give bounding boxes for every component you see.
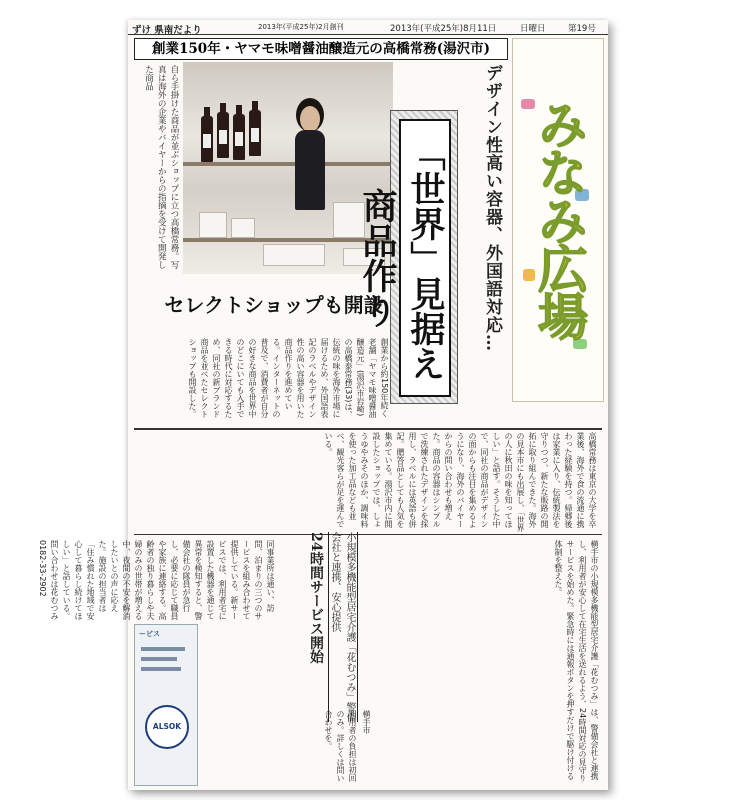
article-body-2: 高橋常務は東京の大学を卒業後、海外で食の流通に携わった経験を持つ。帰郷後は家業に入り、伝統製法を守りつつ、新たな販路の開拓に取り組んできた。海外の見本市にも出展し、「世界の人に秋田の味を知ってほしい」と話す。そうした中で、同社の商品がデザインの面からも注目を集めるようになり、海外のバイヤーからの問い合わせも増えた。商品の容器はシンプルで洗練されたデザインを採用し、ラベルには英語も併記。贈答品としても人気を集めている。湯沢市内に開設したショップでは、しょうゆやみそのほか、調味料を使った加工品なども並べ、観光客らが足を運んでいる。 <box>324 432 597 532</box>
main-title-banner <box>357 110 458 404</box>
main-title: 「世界」見据え商品作り <box>399 119 451 397</box>
issue-number: 第19号 <box>568 24 596 34</box>
section-divider <box>134 428 602 430</box>
founded-date: 2013年(平成25年)2月創刊 <box>258 23 344 31</box>
security-ad <box>134 624 198 786</box>
paper-name: ずけ 県南だより <box>132 25 202 36</box>
ad-label: ービス <box>139 630 160 638</box>
minami-hiroba-sidebar <box>512 38 604 402</box>
article2-body-b: 同事業所は通い、訪問、泊まりの三つのサービスを組み合わせて提供している。新サービスでは、利用者宅に設置した機器を通じて異常を検知すると、警備会社の隊員が急行し、必要に応じて職員や家族に連絡する。高齢者の独り暮らしや夫婦のみの世帯が増える中、夜間の不安を解消したいとの声に応えた。施設の担当者は「住み慣れた地域で安心して暮らし続けてほしい」と話している。問い合わせは花むつみ0182-33-2902 <box>38 540 275 620</box>
newspaper-page <box>38 20 608 790</box>
alsok-logo: ALSOK <box>145 705 189 749</box>
issue-date: 2013年(平成25年)8月11日 <box>390 24 497 34</box>
sidebar-title: みなみ広場 <box>530 99 589 339</box>
article-headline: 創業150年・ヤマモ味噌醤油醸造元の高橋常務(湯沢市) <box>134 38 508 60</box>
article-body-1: 創業から約150年続く老舗「ヤマモ味噌醤油醸造元」(湯沢市岩崎)の高橋泰常務(33)は、伝統の味を海外市場に届けるため、外国語表記のラベルやデザイン性の高い容器を用いた商品作りを進めている。インターネットの普及で、消費者が自分の好きな商品を世界中のどこにいても入手できる時代に対応するため、同社の新ブランド商品を並べたセレクトショップも開設した。 <box>188 338 389 419</box>
section-divider-2 <box>134 534 602 535</box>
article2-body-c: 利用者の負担は初回のみ。詳しくは問い合わせを。 <box>324 710 357 782</box>
secondary-title: セレクトショップも開設 <box>164 293 384 317</box>
masthead <box>128 20 608 35</box>
photo-caption: 自ら手掛けた商品が並ぶショップに立つ高橋常務。写真は海外の企業やバイヤーからの指摘を受けて開発した商品 <box>143 65 179 269</box>
weekday: 日曜日 <box>520 24 546 34</box>
article2-subtitle: 小規模多機能型居宅介護「花むつみ」警備会社と連携、安心提供 <box>328 532 358 722</box>
article2-title: 24時間サービス開始 <box>308 532 324 664</box>
sub-headline: デザイン性高い容器、外国語対応… <box>482 64 502 352</box>
article2-body-a: 横手市の小規模多機能型居宅介護「花むつみ」は、警備会社と連携し、利用者が安心して在宅生活を送れるよう、24時間対応の見守りサービスを始めた。緊急時には通報ボタンを押すだけで駆け付ける体制を整えた。 <box>554 540 599 783</box>
article2-region: 横手市 <box>362 710 371 734</box>
